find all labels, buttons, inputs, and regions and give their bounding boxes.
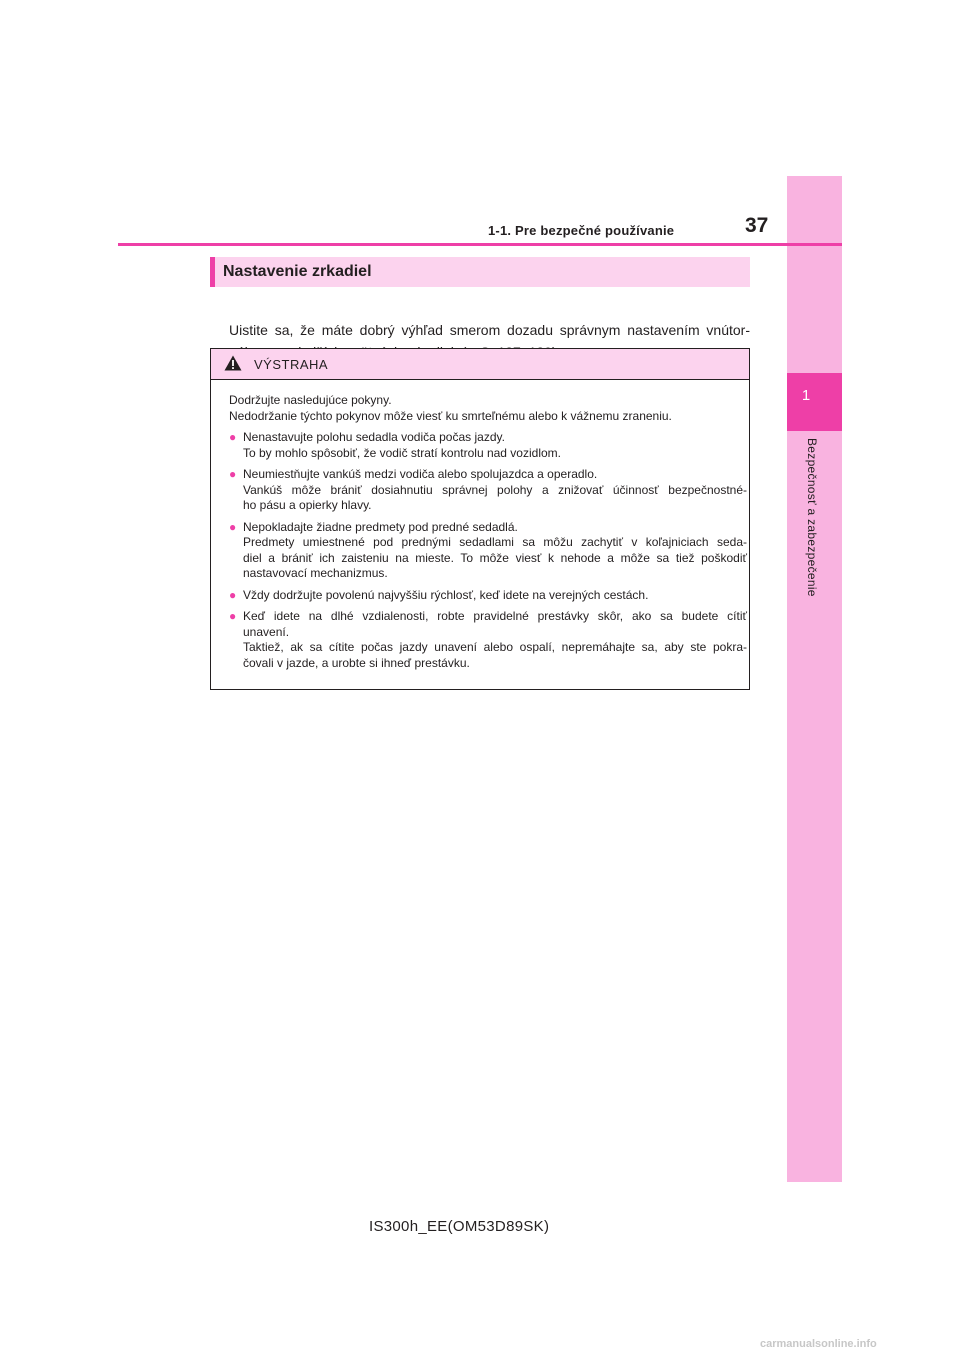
warning-item-line: nastavovací mechanizmus. (243, 566, 388, 580)
document-code: IS300h_EE(OM53D89SK) (369, 1218, 550, 1235)
warning-item-line: Neumiestňujte vankúš medzi vodiča alebo spolujazdca a operadlo. (243, 467, 598, 481)
bullet-icon: ● (229, 519, 237, 534)
warning-intro (229, 393, 747, 424)
warning-item-line: Vankúš môže brániť dosiahnutiu správnej polohy a znižovať účinnosť bezpečnostné- (243, 482, 747, 497)
warning-item-line: To by mohlo spôsobiť, že vodič stratí kontrolu nad vozidlom. (243, 445, 561, 460)
warning-item-line: ho pásu a opierky hlavy. (243, 498, 372, 512)
warning-item-line: Vždy dodržujte povolenú najvyššiu rýchlosť, keď idete na verejných cestách. (243, 587, 649, 602)
warning-item (229, 520, 747, 582)
warning-item (229, 609, 747, 671)
warning-item-line: čovali v jazde, a urobte si ihneď prestávku. (243, 655, 470, 670)
warning-item-line: Keď idete na dlhé vzdialenosti, robte pravidelné prestávky skôr, ako sa budete cítiť (243, 609, 747, 623)
warning-triangle-icon (224, 355, 242, 371)
warning-box (210, 348, 750, 690)
side-chapter-tab (787, 176, 842, 1182)
bullet-icon: ● (229, 587, 237, 602)
warning-intro-line: Nedodržanie týchto pokynov môže viesť ku smrteľnému alebo k vážnemu zraneniu. (229, 408, 672, 423)
page-number: 37 (745, 214, 769, 237)
intro-line: Uistite sa, že máte dobrý výhľad smerom dozadu správnym nastavením vnútor- (229, 322, 750, 338)
bullet-icon: ● (229, 609, 237, 623)
warning-item (229, 588, 747, 604)
warning-item-line: Taktiež, ak sa cítite počas jazdy unavení alebo ospalí, nepremáhajte sa, aby ste pokra- (243, 640, 747, 654)
warning-item-line: unavení. (243, 624, 290, 639)
warning-item (229, 430, 747, 461)
warning-item (229, 467, 747, 514)
warning-item-line: Nenastavujte polohu sedadla vodiča počas jazdy. (243, 430, 505, 444)
warning-title: VÝSTRAHA (254, 357, 329, 372)
warning-item-line: diel a brániť ich zaisteniu na mieste. To môže viesť k nehode a môže sa tiež poškodiť (243, 550, 747, 565)
warning-body (229, 393, 747, 677)
section-heading: Nastavenie zrkadiel (223, 263, 372, 280)
warning-header (211, 349, 749, 380)
bullet-icon: ● (229, 467, 237, 481)
section-title: 1-1. Pre bezpečné používanie (488, 223, 675, 238)
watermark: carmanualsonline.info (760, 1338, 877, 1350)
warning-item-line: Nepokladajte žiadne predmety pod predné sedadlá. (243, 519, 518, 534)
bullet-icon: ● (229, 430, 237, 444)
header-divider (118, 243, 842, 246)
chapter-number: 1 (801, 387, 811, 404)
warning-item-line: Predmety umiestnené pod prednými sedadlami sa môžu zachytiť v koľajniciach seda- (243, 535, 747, 549)
chapter-label: Bezpečnosť a zabezpečenie (805, 438, 819, 597)
warning-intro-line: Dodržujte nasledujúce pokyny. (229, 393, 392, 407)
